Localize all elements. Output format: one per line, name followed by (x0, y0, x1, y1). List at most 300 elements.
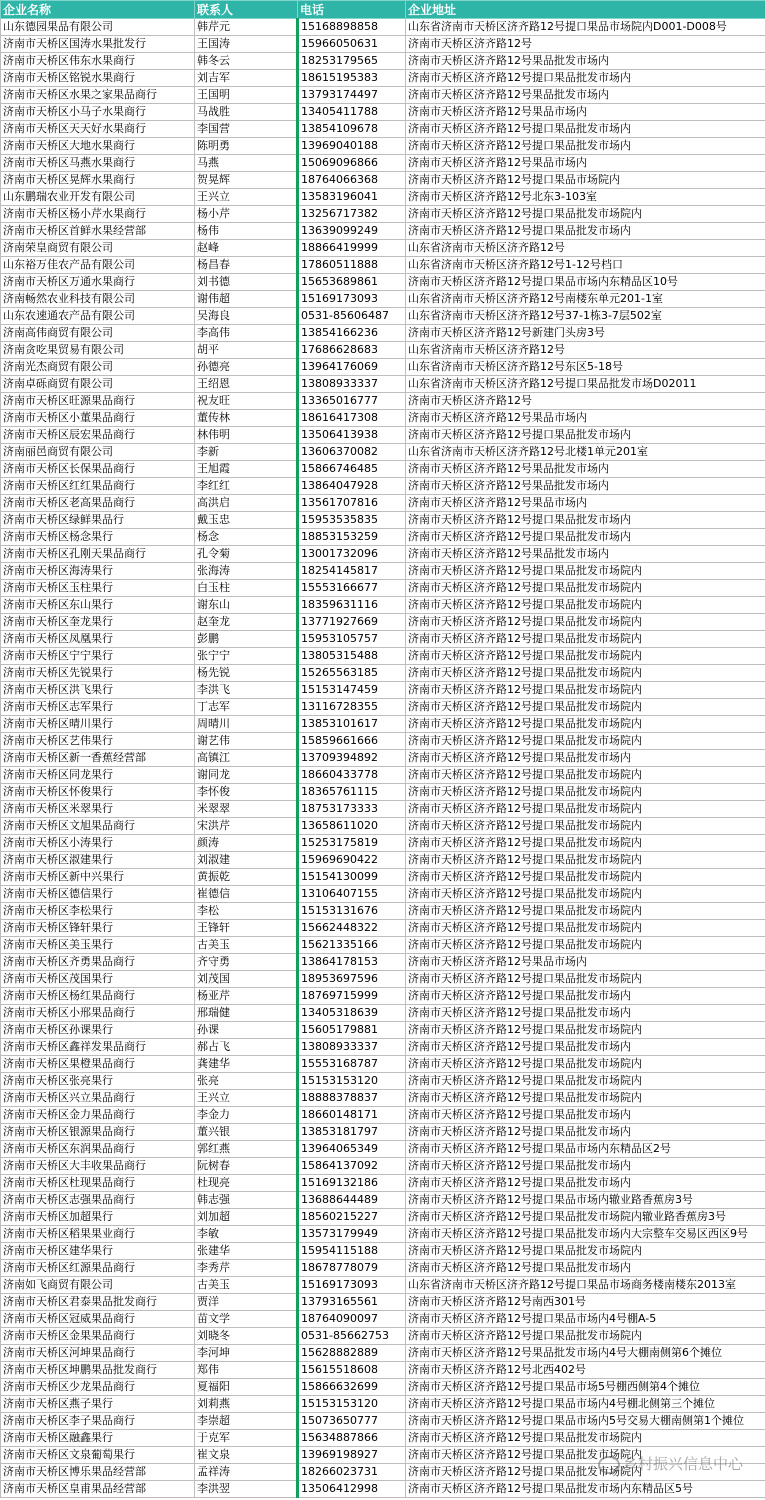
cell-address: 济南市天桥区济齐路12号果品批发市场内 (406, 478, 765, 495)
table-row (1, 529, 765, 546)
cell-address: 济南市天桥区济齐路12号提口果品批发市场内 (406, 1124, 765, 1141)
cell-phone: 18254145817 (298, 563, 406, 580)
cell-contact: 丁志军 (195, 699, 298, 716)
table-row (1, 682, 765, 699)
cell-address: 济南市天桥区济齐路12号提口果品批发市场院内 (406, 818, 765, 835)
table-row (1, 1158, 765, 1175)
cell-address: 济南市天桥区济齐路12号提口果品批发市场院内 (406, 580, 765, 597)
cell-address: 济南市天桥区济齐路12号北西402号 (406, 1362, 765, 1379)
cell-address: 济南市天桥区济齐路12号提口果品批发市场内 (406, 1005, 765, 1022)
cell-address: 济南市天桥区济齐路12号提口果品批发市场院内 (406, 648, 765, 665)
cell-company-name: 济南市天桥区孙课果行 (1, 1022, 195, 1039)
cell-contact: 崔文泉 (195, 1447, 298, 1464)
cell-address: 济南市天桥区济齐路12号提口果品批发市场院内 (406, 920, 765, 937)
cell-phone: 13793165561 (298, 1294, 406, 1311)
cell-phone: 15662448322 (298, 920, 406, 937)
cell-phone: 18753173333 (298, 801, 406, 818)
cell-phone: 18888378837 (298, 1090, 406, 1107)
cell-company-name: 济南市天桥区河坤果品商行 (1, 1345, 195, 1362)
table-row (1, 614, 765, 631)
table-row (1, 427, 765, 444)
cell-address: 济南市天桥区济齐路12号提口果品批发市场内 (406, 121, 765, 138)
table-row (1, 291, 765, 308)
table-row (1, 1124, 765, 1141)
cell-contact: 杨伟 (195, 223, 298, 240)
cell-contact: 祝友旺 (195, 393, 298, 410)
cell-contact: 王国明 (195, 87, 298, 104)
table-row (1, 1175, 765, 1192)
table-row (1, 1277, 765, 1294)
cell-company-name: 济南市天桥区杨红果品商行 (1, 988, 195, 1005)
cell-company-name: 济南市天桥区美玉果行 (1, 937, 195, 954)
cell-contact: 马战胜 (195, 104, 298, 121)
cell-address: 山东省济南市天桥区济齐路12号北楼1单元201室 (406, 444, 765, 461)
cell-company-name: 济南市天桥区博乐果品经营部 (1, 1464, 195, 1481)
cell-contact: 吴海良 (195, 308, 298, 325)
cell-phone: 13106407155 (298, 886, 406, 903)
cell-phone: 15866746485 (298, 461, 406, 478)
cell-contact: 王兴立 (195, 1090, 298, 1107)
table-row (1, 121, 765, 138)
cell-company-name: 济南市天桥区兴立果品商行 (1, 1090, 195, 1107)
cell-address: 济南市天桥区济齐路12号果品市场内 (406, 104, 765, 121)
cell-address: 济南市天桥区济齐路12号新建门头房3号 (406, 325, 765, 342)
table-row (1, 988, 765, 1005)
cell-phone: 13964176069 (298, 359, 406, 376)
cell-address: 济南市天桥区济齐路12号 (406, 393, 765, 410)
cell-phone: 13405318639 (298, 1005, 406, 1022)
cell-contact: 张海涛 (195, 563, 298, 580)
cell-phone: 13561707816 (298, 495, 406, 512)
table-row (1, 1311, 765, 1328)
table-row (1, 461, 765, 478)
cell-address: 济南市天桥区济齐路12号提口果品批发市场院内 (406, 835, 765, 852)
table-row (1, 750, 765, 767)
cell-phone: 13573179949 (298, 1226, 406, 1243)
cell-address: 山东省济南市天桥区济齐路12号南楼东单元201-1室 (406, 291, 765, 308)
cell-phone: 13969040188 (298, 138, 406, 155)
cell-contact: 刘莉燕 (195, 1396, 298, 1413)
cell-phone: 15953105757 (298, 631, 406, 648)
cell-contact: 李新 (195, 444, 298, 461)
cell-company-name: 济南市天桥区天天好水果商行 (1, 121, 195, 138)
cell-contact: 孟祥涛 (195, 1464, 298, 1481)
cell-address: 济南市天桥区济齐路12号提口果品批发市场院内 (406, 1056, 765, 1073)
cell-company-name: 济南市天桥区绿鲜果品行 (1, 512, 195, 529)
cell-contact: 韩冬云 (195, 53, 298, 70)
cell-address: 济南市天桥区济齐路12号果品市场内 (406, 495, 765, 512)
table-row (1, 886, 765, 903)
table-row (1, 1022, 765, 1039)
cell-company-name: 济南市天桥区少龙果品商行 (1, 1379, 195, 1396)
cell-address: 济南市天桥区济齐路12号提口果品批发市场院内 (406, 886, 765, 903)
cell-company-name: 济南市天桥区怀俊果行 (1, 784, 195, 801)
cell-company-name: 山东裕万佳农产品有限公司 (1, 257, 195, 274)
cell-contact: 周晴川 (195, 716, 298, 733)
cell-contact: 王锋轩 (195, 920, 298, 937)
table-row (1, 1243, 765, 1260)
cell-address: 济南市天桥区济齐路12号提口果品批发市场内 (406, 1175, 765, 1192)
cell-phone: 13854166236 (298, 325, 406, 342)
cell-phone: 13964065349 (298, 1141, 406, 1158)
cell-address: 济南市天桥区济齐路12号提口果品批发市场院内 (406, 937, 765, 954)
cell-address: 济南市天桥区济齐路12号提口果品批发市场院内 (406, 1243, 765, 1260)
cell-company-name: 济南市天桥区艺伟果行 (1, 733, 195, 750)
cell-phone: 13365016777 (298, 393, 406, 410)
cell-address: 济南市天桥区济齐路12号北东3-103室 (406, 189, 765, 206)
table-row (1, 1141, 765, 1158)
cell-address: 济南市天桥区济齐路12号提口果品批发市场院内 (406, 699, 765, 716)
table-row (1, 1073, 765, 1090)
cell-company-name: 济南市天桥区万通水果商行 (1, 274, 195, 291)
cell-phone: 13864178153 (298, 954, 406, 971)
cell-contact: 李崇超 (195, 1413, 298, 1430)
table-row (1, 852, 765, 869)
cell-company-name: 山东农速通农产品有限公司 (1, 308, 195, 325)
cell-phone: 15069096866 (298, 155, 406, 172)
cell-contact: 王绍恩 (195, 376, 298, 393)
watermark-text: 乡村振兴信息中心 (622, 1455, 743, 1473)
table-row (1, 784, 765, 801)
cell-company-name: 济南市天桥区果橙果品商行 (1, 1056, 195, 1073)
cell-address: 济南市天桥区济齐路12号提口果品市场内4号棚北侧第三个摊位 (406, 1396, 765, 1413)
cell-phone: 15265563185 (298, 665, 406, 682)
table-row (1, 801, 765, 818)
cell-company-name: 济南市天桥区小涛果行 (1, 835, 195, 852)
cell-contact: 李敏 (195, 1226, 298, 1243)
cell-company-name: 济南市天桥区先锐果行 (1, 665, 195, 682)
cell-address: 济南市天桥区济齐路12号提口果品批发市场内 (406, 427, 765, 444)
cell-contact: 刘吉军 (195, 70, 298, 87)
cell-company-name: 济南市天桥区杜现果品商行 (1, 1175, 195, 1192)
cell-address: 济南市天桥区济齐路12号提口果品批发市场院内 (406, 903, 765, 920)
cell-phone: 13805315488 (298, 648, 406, 665)
cell-phone: 18764090097 (298, 1311, 406, 1328)
cell-phone: 15169173093 (298, 1277, 406, 1294)
cell-company-name: 济南市天桥区志强果品商行 (1, 1192, 195, 1209)
cell-contact: 杨小芹 (195, 206, 298, 223)
cell-contact: 刘茂国 (195, 971, 298, 988)
cell-address: 济南市天桥区济齐路12号提口果品市场内东精品区2号 (406, 1141, 765, 1158)
cell-contact: 刘书德 (195, 274, 298, 291)
cell-company-name: 济南市天桥区文泉葡萄果行 (1, 1447, 195, 1464)
table-row (1, 325, 765, 342)
table-row (1, 359, 765, 376)
cell-company-name: 济南市天桥区米翠果行 (1, 801, 195, 818)
cell-contact: 孙课 (195, 1022, 298, 1039)
table-row (1, 971, 765, 988)
table-row (1, 954, 765, 971)
header-phone: 电话 (298, 1, 406, 19)
cell-address: 济南市天桥区济齐路12号提口果品批发市场内 (406, 223, 765, 240)
table-row (1, 1107, 765, 1124)
cell-address: 济南市天桥区济齐路12号提口果品批发市场内 (406, 1260, 765, 1277)
table-row (1, 1260, 765, 1277)
cell-company-name: 济南市天桥区大地水果商行 (1, 138, 195, 155)
cell-phone: 13658611020 (298, 818, 406, 835)
cell-phone: 15553168787 (298, 1056, 406, 1073)
cell-contact: 邢瑞健 (195, 1005, 298, 1022)
table-row (1, 903, 765, 920)
cell-address: 济南市天桥区济齐路12号提口果品批发市场院内 (406, 563, 765, 580)
cell-phone: 13854109678 (298, 121, 406, 138)
cell-phone: 18365761115 (298, 784, 406, 801)
table-row (1, 87, 765, 104)
cell-contact: 崔德信 (195, 886, 298, 903)
cell-company-name: 济南市天桥区玉柱果行 (1, 580, 195, 597)
cell-phone: 13405411788 (298, 104, 406, 121)
cell-contact: 杜现亮 (195, 1175, 298, 1192)
cell-contact: 阮树春 (195, 1158, 298, 1175)
cell-contact: 夏福阳 (195, 1379, 298, 1396)
header-contact: 联系人 (195, 1, 298, 19)
cell-address: 济南市天桥区济齐路12号提口果品批发市场院内 (406, 597, 765, 614)
table-body (1, 19, 765, 1498)
cell-phone: 15969690422 (298, 852, 406, 869)
cell-company-name: 济南市天桥区晴川果行 (1, 716, 195, 733)
cell-phone: 13808933337 (298, 376, 406, 393)
table-row (1, 1056, 765, 1073)
cell-contact: 李金力 (195, 1107, 298, 1124)
cell-company-name: 济南荣皇商贸有限公司 (1, 240, 195, 257)
cell-phone: 18866419999 (298, 240, 406, 257)
cell-company-name: 济南市天桥区银源果品商行 (1, 1124, 195, 1141)
cell-company-name: 济南市天桥区红红果品商行 (1, 478, 195, 495)
cell-phone: 17860511888 (298, 257, 406, 274)
cell-company-name: 济南市天桥区金力果品商行 (1, 1107, 195, 1124)
cell-phone: 15628882889 (298, 1345, 406, 1362)
cell-address: 济南市天桥区济齐路12号提口果品批发市场内 (406, 1039, 765, 1056)
cell-phone: 15153147459 (298, 682, 406, 699)
cell-phone: 18660148171 (298, 1107, 406, 1124)
cell-contact: 杨昌春 (195, 257, 298, 274)
cell-contact: 谢东山 (195, 597, 298, 614)
cell-phone: 13864047928 (298, 478, 406, 495)
cell-contact: 郭红燕 (195, 1141, 298, 1158)
cell-address: 济南市天桥区济齐路12号提口果品批发市场内 (406, 988, 765, 1005)
cell-phone: 15954115188 (298, 1243, 406, 1260)
cell-contact: 李洪翌 (195, 1481, 298, 1498)
cell-address: 济南市天桥区济齐路12号提口果品批发市场院内 (406, 614, 765, 631)
cell-company-name: 济南畅然农业科技有限公司 (1, 291, 195, 308)
cell-contact: 孔令菊 (195, 546, 298, 563)
table-row (1, 1192, 765, 1209)
cell-phone: 15253175819 (298, 835, 406, 852)
cell-phone: 13639099249 (298, 223, 406, 240)
cell-company-name: 济南市天桥区长保果品商行 (1, 461, 195, 478)
cell-address: 济南市天桥区济齐路12号提口果品批发市场内 (406, 1158, 765, 1175)
cell-company-name: 济南贪吃果贸易有限公司 (1, 342, 195, 359)
cell-address: 济南市天桥区济齐路12号提口果品批发市场院内 (406, 716, 765, 733)
table-row (1, 393, 765, 410)
cell-address: 济南市天桥区济齐路12号提口果品批发市场院内 (406, 1090, 765, 1107)
cell-contact: 王国涛 (195, 36, 298, 53)
cell-phone: 15953535835 (298, 512, 406, 529)
cell-contact: 陈明勇 (195, 138, 298, 155)
cell-company-name: 济南市天桥区东润果品商行 (1, 1141, 195, 1158)
cell-address: 济南市天桥区济齐路12号提口果品批发市场内大宗整车交易区西区9号 (406, 1226, 765, 1243)
cell-phone: 13853181797 (298, 1124, 406, 1141)
table-row (1, 138, 765, 155)
cell-company-name: 济南市天桥区金果果品商行 (1, 1328, 195, 1345)
cell-contact: 杨念 (195, 529, 298, 546)
cell-phone: 15653689861 (298, 274, 406, 291)
cell-address: 山东省济南市天桥区济齐路12号提口果品市场院内D001-D008号 (406, 19, 765, 36)
cell-address: 济南市天桥区济齐路12号提口果品批发市场院内 (406, 767, 765, 784)
cell-contact: 李秀芹 (195, 1260, 298, 1277)
header-address: 企业地址 (406, 1, 765, 19)
cell-address: 山东省济南市天桥区济齐路12号 (406, 342, 765, 359)
table-row (1, 937, 765, 954)
cell-company-name: 济南市天桥区孔刚天果品商行 (1, 546, 195, 563)
table-row (1, 1345, 765, 1362)
cell-company-name: 济南市天桥区坤鹏果品批发商行 (1, 1362, 195, 1379)
cell-phone: 18359631116 (298, 597, 406, 614)
cell-company-name: 济南市天桥区锋轩果行 (1, 920, 195, 937)
cell-contact: 刘加超 (195, 1209, 298, 1226)
cell-contact: 孙德亮 (195, 359, 298, 376)
table-row (1, 70, 765, 87)
cell-company-name: 济南市天桥区志军果行 (1, 699, 195, 716)
cell-contact: 胡平 (195, 342, 298, 359)
cell-contact: 刘晓冬 (195, 1328, 298, 1345)
cell-company-name: 济南如飞商贸有限公司 (1, 1277, 195, 1294)
cell-company-name: 济南市天桥区新中兴果行 (1, 869, 195, 886)
table-row (1, 1413, 765, 1430)
table-row (1, 631, 765, 648)
cell-contact: 颜涛 (195, 835, 298, 852)
cell-phone: 17686628683 (298, 342, 406, 359)
cell-address: 济南市天桥区济齐路12号果品批发市场内 (406, 461, 765, 478)
cell-company-name: 济南市天桥区君泰果品批发商行 (1, 1294, 195, 1311)
cell-contact: 贺晃辉 (195, 172, 298, 189)
cell-contact: 李怀俊 (195, 784, 298, 801)
cell-contact: 齐守勇 (195, 954, 298, 971)
cell-contact: 李河坤 (195, 1345, 298, 1362)
cell-company-name: 济南市天桥区大丰收果品商行 (1, 1158, 195, 1175)
cell-contact: 贾洋 (195, 1294, 298, 1311)
table-row (1, 478, 765, 495)
cell-contact: 谢艺伟 (195, 733, 298, 750)
cell-company-name: 济南市天桥区同龙果行 (1, 767, 195, 784)
cell-contact: 杨先锐 (195, 665, 298, 682)
table-row (1, 257, 765, 274)
cell-phone: 13606370082 (298, 444, 406, 461)
cell-address: 济南市天桥区济齐路12号果品批发市场内 (406, 53, 765, 70)
cell-address: 济南市天桥区济齐路12号果品市场内 (406, 410, 765, 427)
cell-company-name: 济南市天桥区小邢果品商行 (1, 1005, 195, 1022)
cell-address: 济南市天桥区济齐路12号提口果品市场院内 (406, 172, 765, 189)
cell-company-name: 济南市天桥区张亮果行 (1, 1073, 195, 1090)
cell-address: 济南市天桥区济齐路12号提口果品批发市场院内 (406, 733, 765, 750)
cell-phone: 13583196041 (298, 189, 406, 206)
cell-company-name: 济南高伟商贸有限公司 (1, 325, 195, 342)
cell-contact: 谢同龙 (195, 767, 298, 784)
table-row (1, 546, 765, 563)
table-row (1, 733, 765, 750)
wechat-logo-icon (598, 1456, 620, 1474)
header-row (1, 1, 765, 19)
cell-contact: 韩芹元 (195, 19, 298, 36)
cell-contact: 彭鹏 (195, 631, 298, 648)
cell-contact: 戴玉忠 (195, 512, 298, 529)
table-row (1, 1481, 765, 1498)
cell-address: 济南市天桥区济齐路12号南西301号 (406, 1294, 765, 1311)
cell-phone: 13709394892 (298, 750, 406, 767)
cell-address: 济南市天桥区济齐路12号提口果品市场5号棚西侧第4个摊位 (406, 1379, 765, 1396)
cell-phone: 15615518608 (298, 1362, 406, 1379)
cell-address: 济南市天桥区济齐路12号提口果品市场内辙业路香蕉房3号 (406, 1192, 765, 1209)
cell-phone: 15966050631 (298, 36, 406, 53)
cell-address: 济南市天桥区济齐路12号提口果品批发市场内 (406, 138, 765, 155)
cell-phone: 0531-85606487 (298, 308, 406, 325)
cell-address: 山东省济南市天桥区济齐路12号提口果品批发市场D02011 (406, 376, 765, 393)
cell-company-name: 济南光杰商贸有限公司 (1, 359, 195, 376)
cell-company-name: 济南市天桥区国涛水果批发行 (1, 36, 195, 53)
table-row (1, 189, 765, 206)
cell-address: 济南市天桥区济齐路12号提口果品批发市场内东精品区5号 (406, 1481, 765, 1498)
table-row (1, 1039, 765, 1056)
cell-address: 济南市天桥区济齐路12号果品市场内 (406, 155, 765, 172)
cell-company-name: 济南市天桥区融鑫果行 (1, 1430, 195, 1447)
cell-company-name: 山东德园果品有限公司 (1, 19, 195, 36)
cell-phone: 13116728355 (298, 699, 406, 716)
table-row (1, 53, 765, 70)
cell-address: 山东省济南市天桥区济齐路12号37-1栋3-7层502室 (406, 308, 765, 325)
cell-company-name: 济南市天桥区奎龙果行 (1, 614, 195, 631)
cell-address: 济南市天桥区济齐路12号提口果品批发市场院内 (406, 784, 765, 801)
cell-company-name: 济南市天桥区水果之家果品商行 (1, 87, 195, 104)
table-row (1, 240, 765, 257)
cell-address: 济南市天桥区济齐路12号提口果品批发市场院内 (406, 852, 765, 869)
cell-company-name: 济南市天桥区德信果行 (1, 886, 195, 903)
cell-address: 济南市天桥区济齐路12号提口果品批发市场院内 (406, 206, 765, 223)
cell-phone: 18764066368 (298, 172, 406, 189)
cell-company-name: 济南丽邑商贸有限公司 (1, 444, 195, 461)
cell-contact: 于克军 (195, 1430, 298, 1447)
cell-contact: 李红红 (195, 478, 298, 495)
watermark (598, 1453, 743, 1474)
cell-address: 济南市天桥区济齐路12号提口果品批发市场院内 (406, 1430, 765, 1447)
cell-contact: 李国营 (195, 121, 298, 138)
cell-phone: 18769715999 (298, 988, 406, 1005)
cell-address: 济南市天桥区济齐路12号提口果品批发市场院内辙业路香蕉房3号 (406, 1209, 765, 1226)
cell-company-name: 济南市天桥区晃辉水果商行 (1, 172, 195, 189)
cell-address: 济南市天桥区济齐路12号提口果品市场内东精品区10号 (406, 274, 765, 291)
table-row (1, 1294, 765, 1311)
cell-phone: 13506413938 (298, 427, 406, 444)
cell-address: 济南市天桥区济齐路12号提口果品批发市场院内 (406, 1464, 765, 1481)
cell-company-name: 济南市天桥区铭锐水果商行 (1, 70, 195, 87)
table-row (1, 835, 765, 852)
cell-contact: 董兴银 (195, 1124, 298, 1141)
cell-phone: 13771927669 (298, 614, 406, 631)
cell-company-name: 济南市天桥区宁宁果行 (1, 648, 195, 665)
cell-contact: 黄振乾 (195, 869, 298, 886)
cell-contact: 龚建华 (195, 1056, 298, 1073)
table-row (1, 1328, 765, 1345)
cell-phone: 15634887866 (298, 1430, 406, 1447)
header-company-name: 企业名称 (1, 1, 195, 19)
cell-address: 济南市天桥区济齐路12号果品市场内 (406, 954, 765, 971)
table-row (1, 1005, 765, 1022)
cell-phone: 15153153120 (298, 1073, 406, 1090)
cell-contact: 李高伟 (195, 325, 298, 342)
cell-contact: 郑伟 (195, 1362, 298, 1379)
cell-phone: 18266023731 (298, 1464, 406, 1481)
cell-contact: 宋洪芹 (195, 818, 298, 835)
cell-contact: 赵奎龙 (195, 614, 298, 631)
